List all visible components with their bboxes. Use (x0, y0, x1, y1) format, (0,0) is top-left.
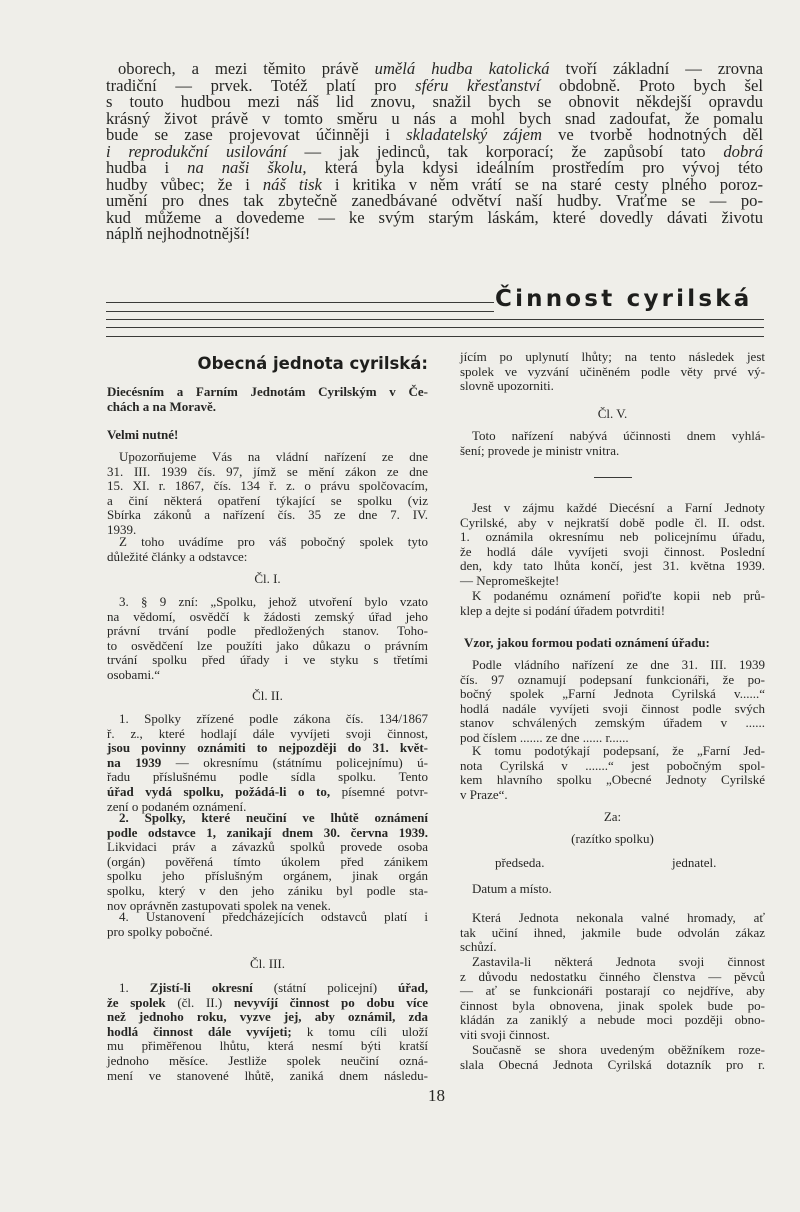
text-run: bude se zase projevovat účinněji i (106, 125, 407, 144)
text-run: tradiční — prvek. Totéž platí pro (106, 75, 416, 95)
text-line (107, 639, 428, 654)
text-run: obdobně. Proto bych šel (540, 75, 763, 95)
text-run: mu přiměřenou lhůtu, která nesmí býti kratší (107, 1038, 428, 1054)
chairman-label: předseda. (495, 855, 545, 870)
text-line (107, 1054, 428, 1069)
paragraph (107, 811, 428, 913)
address-line (107, 385, 428, 414)
text-run: pro spolky pobočné. (107, 923, 213, 939)
text-line (460, 589, 765, 604)
text-run: že hodlá dále vyvíjeti svoji činnost. Poslední (460, 543, 765, 559)
text-line (460, 744, 765, 759)
text-line (107, 668, 428, 683)
italic-run: na naši školu, (187, 158, 307, 177)
text-line (107, 1039, 428, 1054)
paragraph (460, 501, 765, 589)
text-line (107, 400, 428, 415)
text-line (107, 465, 428, 480)
text-run: 4. Ustanovení předcházejících odstavců platí i (119, 909, 428, 924)
text-line (107, 494, 428, 509)
text-line (107, 826, 428, 841)
italic-run: umělá hudba katolická (374, 59, 550, 78)
text-line (460, 702, 765, 717)
text-run: na vědomí, osvědčí k žádosti zemský úřad jeho (107, 608, 428, 624)
text-line (460, 516, 765, 531)
text-run: — ať se funkcionáři postarají co nejdříve, aby (460, 983, 765, 999)
article-number: Čl. II. (252, 688, 283, 703)
secretary-label: jednatel. (672, 855, 717, 870)
bold-run: Zjistí-li okresní (149, 980, 253, 995)
text-line (107, 610, 428, 625)
paragraph (107, 981, 428, 1083)
text-run: a činí některá opatření týkající se spolku (viz (107, 492, 428, 508)
text-run: jednoho měsíce. Jestliže spolek neučiní ozná- (107, 1052, 428, 1068)
text-run: tvoří základní — zrovna (549, 59, 764, 78)
italic-run: náš tisk (262, 174, 322, 194)
bold-run: hodlá činnost dále vyvíjeti; (107, 1023, 292, 1039)
text-run: K podanému oznámení pořiďte kopii neb prů- (472, 588, 765, 603)
paragraph (460, 350, 765, 394)
text-run: spolku, který v den jeho zániku byl podle sta- (107, 882, 428, 898)
italic-run: sféru křesťanství (415, 75, 541, 95)
article-heading: Obecná jednota cyrilská: (197, 354, 428, 373)
text-run: bočný spolek „Farní Jednota Cyrilská v......“ (460, 686, 765, 702)
text-run: viti svoji činnost. (460, 1026, 550, 1042)
article-number: Čl. III. (249, 956, 286, 971)
text-run: umění pro dnes tak zbytečně zanedbávané odvětví naší hudby. Vraťme se — po- (106, 191, 763, 210)
text-run: Současně se shora uvedeným oběžníkem roze- (472, 1042, 765, 1057)
text-run: krásný život právě v tomto směru u nás a mohl bych snad zadoufat, že pomalu (106, 108, 763, 128)
text-line (107, 1025, 428, 1040)
text-run: která byla kdysi ideálním prostředím pro vývoj této (306, 158, 763, 177)
text-line (107, 811, 428, 826)
text-line (460, 530, 765, 545)
text-line (460, 759, 765, 774)
text-run: v Praze“. (460, 786, 508, 802)
text-line (460, 773, 765, 788)
text-line (460, 379, 765, 394)
text-run: Z toho uvádíme pro váš pobočný spolek tyto (119, 534, 428, 549)
text-line (460, 545, 765, 560)
text-line (460, 444, 765, 459)
paragraph (460, 589, 765, 618)
paragraph (460, 429, 765, 458)
text-line (107, 996, 428, 1011)
text-run: 3. § 9 zní: „Spolku, jehož utvoření bylo vzato (119, 594, 428, 609)
text-line (107, 840, 428, 855)
text-run: čís. 97 oznamují podepsaní funkcionáři, že po- (460, 671, 765, 687)
text-run: hodlá nadále vyvíjeti svoji činnost podle svých (460, 700, 765, 716)
text-run: 1. (119, 980, 150, 995)
text-line (460, 911, 765, 926)
header-rule (106, 327, 764, 328)
text-run: hudba i (106, 158, 188, 177)
article-number: Čl. I. (254, 571, 281, 586)
text-line (460, 559, 765, 574)
text-run: Cyrilské, aby v nejkratší době podle čl. II. odst. (460, 514, 765, 530)
page-number: 18 (428, 1086, 445, 1105)
text-run: Zastavila-li některá Jednota svoji činnost (472, 954, 765, 969)
text-run: oborech, a mezi těmito právě (118, 59, 375, 78)
bold-run: jsou povinny oznámiti to nejpozději do 31. květ- (107, 740, 428, 756)
text-run: nov oprávněn zastupovati spolek na venek. (107, 897, 331, 913)
text-run: mení ve stanovené lhůtě, zaniká dnem následu- (107, 1067, 428, 1083)
text-run: (orgán) pověřená tímto úkolem před zánikem (107, 853, 428, 869)
text-line (106, 226, 763, 243)
text-line (460, 501, 765, 516)
italic-run: i reprodukční usilování (106, 141, 287, 161)
text-line (107, 624, 428, 639)
text-line (460, 788, 765, 803)
bold-run: 2. Spolky, které neučiní ve lhůtě oznámení (119, 810, 428, 825)
text-line (460, 1028, 765, 1043)
text-line (107, 712, 428, 727)
italic-run: dobrá (723, 141, 763, 161)
text-run: — okresnímu (státnímu policejnímu) ú- (161, 754, 428, 770)
article-number: Čl. V. (597, 406, 628, 421)
text-run: právní trvání podle předložených stanov. Toho- (107, 623, 428, 639)
text-run: k tomu cíli uloží (291, 1023, 428, 1039)
text-run: Likvidaci práv a závazků spolků provede osoba (107, 839, 428, 855)
text-line (460, 365, 765, 380)
text-run: Toto nařízení nabývá účinnosti dnem vyhlá- (472, 428, 765, 443)
text-run: — jak jedinců, tak korporací; že zapůsobí tato (286, 141, 724, 161)
text-line (460, 1013, 765, 1028)
text-line (460, 1058, 765, 1073)
text-line (460, 574, 765, 589)
text-run: i kritika v něm vrátí se na staré cesty plného poroz- (321, 174, 763, 194)
italic-run: skladatelský zájem (406, 125, 543, 144)
bold-run: na 1939 (107, 754, 162, 770)
text-run: spolku jeho příslušným orgánem, jinak orgán (107, 868, 428, 884)
paragraph (460, 955, 765, 1043)
paragraph (460, 658, 765, 746)
text-run: stanov schválených zemským úřadem v ...... (460, 715, 765, 731)
text-run: (státní policejní) (252, 980, 399, 995)
bold-run: úřad vydá spolku, požádá-li o to, (107, 783, 331, 799)
text-line (460, 926, 765, 941)
header-rule (106, 311, 494, 312)
paragraph (460, 911, 765, 955)
paragraph (107, 595, 428, 683)
text-line (107, 653, 428, 668)
form-title: Vzor, jakou formou podati oznámení úřadu: (464, 635, 710, 650)
paragraph (460, 744, 765, 802)
text-line (107, 595, 428, 610)
text-line (107, 450, 428, 465)
stamp-note: (razítko spolku) (571, 831, 654, 846)
text-line (107, 727, 428, 742)
header-rule (106, 336, 764, 337)
text-line (460, 350, 765, 365)
text-line (460, 940, 765, 955)
text-line (107, 741, 428, 756)
paragraph (107, 535, 428, 564)
bold-run: nevyvíjí činnost po dobu více (233, 994, 429, 1010)
paragraph (107, 712, 428, 814)
text-run: klep a dejte si podání úřadem potvrditi! (460, 602, 666, 618)
bold-run: že spolek (107, 994, 166, 1010)
text-run: — Nepromeškejte! (460, 572, 560, 588)
text-line (460, 716, 765, 731)
text-run: Která Jednota nekonala valné hromady, ať (472, 910, 765, 925)
text-line (107, 925, 428, 940)
text-line (460, 999, 765, 1014)
text-line (460, 673, 765, 688)
text-line (460, 955, 765, 970)
text-run: ve tvorbě hodnotných děl (542, 125, 763, 144)
text-line (107, 855, 428, 870)
text-run: 1. Spolky zřízené podle zákona čís. 134/1867 (119, 711, 428, 726)
text-run: nota Cyrilská v .......“ jest pobočným spol- (460, 757, 765, 773)
text-line (107, 1010, 428, 1025)
text-run: slovně upozorniti. (460, 378, 554, 394)
text-line (107, 770, 428, 785)
text-run: s touto hudbou mezi náš lid znovu, snažil bych se obnovit někdejší opravdu (106, 92, 763, 111)
text-run: pod číslem ....... ze dne ...... r...... (460, 729, 629, 745)
text-line (107, 869, 428, 884)
text-line (460, 658, 765, 673)
text-run: Upozorňujeme Vás na vládní nařízení ze dne (119, 449, 428, 464)
text-run: zení o podaném oznámení. (107, 798, 247, 814)
bold-run: než jednoho roku, vyzve jej, aby oznámil, zda (107, 1009, 428, 1025)
text-run: den, kdy tato lhůta končí, jest 31. května 1939. (460, 558, 765, 574)
text-run: náplň nejhodnotnější! (106, 224, 251, 243)
text-run: kud můžeme a dovedeme — ke svým starým láskám, které dovedly dávati životu (106, 207, 763, 227)
date-place-label: Datum a místo. (472, 881, 552, 896)
text-run: schůzí. (460, 939, 497, 955)
text-line (107, 1069, 428, 1084)
text-run: tak učiní ihned, jakmile bude odvolán zákaz (460, 924, 765, 940)
text-run: 15. XI. r. 1867, čís. 134 ř. z. o právu spolčovacím, (107, 478, 428, 494)
text-run: ř. z., které hodlají dále vyvíjeti svoji činnost, (107, 725, 428, 741)
text-line (107, 785, 428, 800)
text-line (107, 550, 428, 565)
text-line (460, 604, 765, 619)
signature-for: Za: (603, 809, 622, 824)
bold-run: úřad, (398, 980, 428, 995)
text-line (107, 535, 428, 550)
text-line (460, 429, 765, 444)
intro-paragraph (106, 61, 763, 243)
urgent-label: Velmi nutné! (107, 427, 179, 442)
text-run: spolek ve vyzvání učiněném podle věty prvé vý- (460, 363, 765, 379)
text-run: K tomu podotýkají podepsaní, že „Farní Jed- (472, 743, 765, 758)
text-run: důležité články a odstavce: (107, 548, 248, 564)
text-run: kem hlavního spolku „Obecné Jednoty Cyrilské (460, 772, 765, 788)
text-run: osobami.“ (107, 666, 161, 682)
separator-rule (594, 477, 632, 478)
text-line (107, 884, 428, 899)
text-run: řadu příslušnému podle sídla spolku. Tento (107, 769, 428, 785)
section-title: Činnost cyrilská (495, 286, 753, 312)
text-line (460, 687, 765, 702)
text-run: 1939. (107, 521, 137, 537)
text-run: Podle vládního nařízení ze dne 31. III. 1939 (472, 657, 765, 672)
text-line (460, 970, 765, 985)
text-run: 1. oznámila okresnímu neb policejnímu úřadu, (460, 529, 765, 545)
text-line (107, 508, 428, 523)
header-rule (106, 319, 764, 320)
text-run: jícím po uplynutí lhůty; na tento následek jest (460, 349, 765, 364)
text-line (107, 479, 428, 494)
text-line (107, 910, 428, 925)
text-run: Jest v zájmu každé Diecésní a Farní Jednoty (472, 500, 765, 515)
text-run: z důvodu nedostatku činného členstva — pěvců (460, 968, 765, 984)
text-line (460, 1043, 765, 1058)
text-run: písemné potvr- (330, 783, 428, 799)
text-line (107, 981, 428, 996)
text-run: trvání spolku před úřady i ve styku s třetími (107, 652, 428, 668)
text-run: 31. III. 1939 čís. 97, jímž se mění zákon ze dne (107, 463, 428, 479)
paragraph (460, 1043, 765, 1072)
text-run: Sbírka zákonů a nařízení čís. 35 ze dne 7. IV. (107, 507, 428, 523)
header-rule (106, 302, 494, 303)
text-run: (čl. II.) (165, 994, 234, 1010)
paragraph (107, 450, 428, 538)
text-run: slala Obecná Jednota Cyrilská dotazník pro r. (460, 1056, 765, 1072)
text-line (107, 756, 428, 771)
text-run: činnost byla obnovena, jinak spolek bude po- (460, 997, 765, 1013)
text-run: to osvědčení lze použíti jako důkazu o právním (107, 637, 428, 653)
paragraph (107, 910, 428, 939)
text-line (460, 984, 765, 999)
text-run: hudby vůbec; že i (106, 174, 263, 194)
text-run: kládán za zaniklý a nebude moci později obno- (460, 1012, 765, 1028)
text-line (107, 385, 428, 400)
text-run: šení; provede je ministr vnitra. (460, 442, 620, 458)
text-run: chách a na Moravě. (107, 398, 217, 414)
bold-run: podle odstavce 1, zanikají dnem 30. června 1939. (107, 824, 428, 840)
text-run: Diecésním a Farním Jednotám Cyrilským v Če- (107, 384, 428, 399)
